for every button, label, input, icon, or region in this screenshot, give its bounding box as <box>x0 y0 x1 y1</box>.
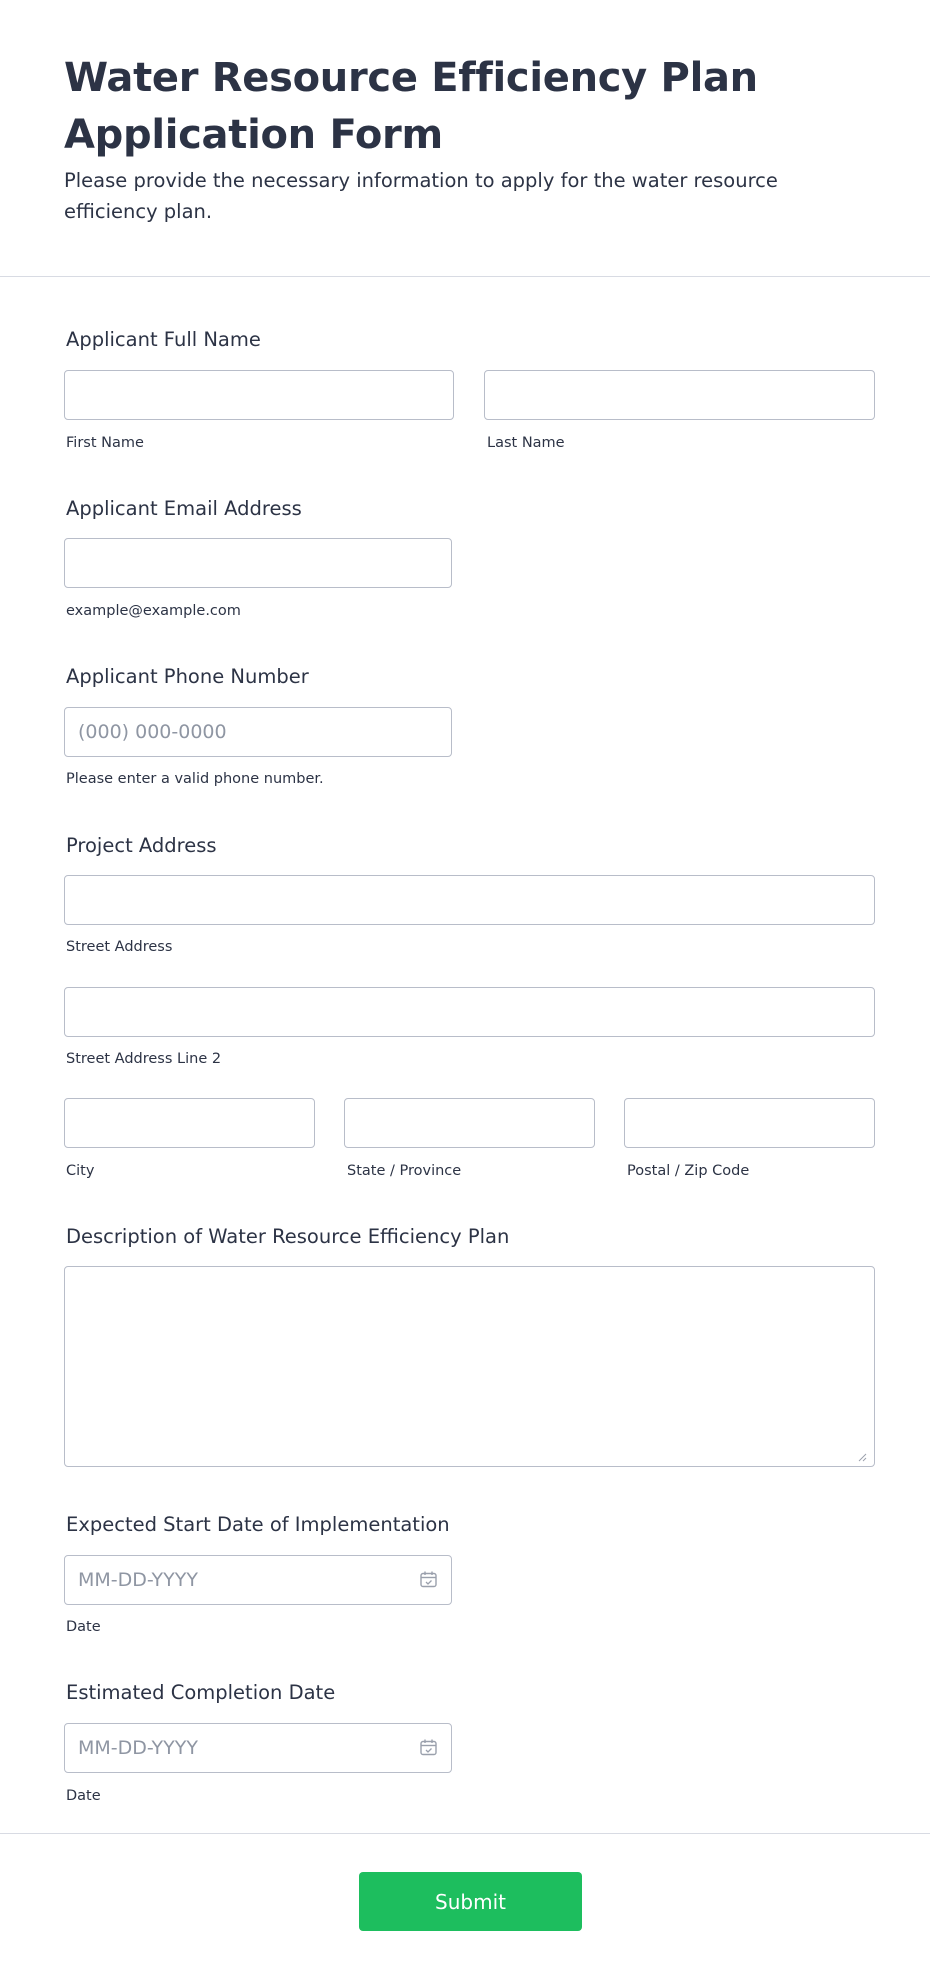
description-textarea[interactable] <box>64 1266 875 1467</box>
phone-label: Applicant Phone Number <box>66 665 309 688</box>
street-address-line2-sublabel: Street Address Line 2 <box>66 1051 222 1067</box>
last-name-sublabel: Last Name <box>487 435 565 451</box>
completion-date-label: Estimated Completion Date <box>66 1681 336 1704</box>
start-date-label: Expected Start Date of Implementation <box>66 1513 450 1536</box>
completion-date-input[interactable] <box>64 1723 452 1773</box>
footer-divider <box>0 1833 930 1834</box>
calendar-icon[interactable] <box>419 1738 438 1757</box>
phone-sublabel: Please enter a valid phone number. <box>66 771 324 787</box>
description-label: Description of Water Resource Efficiency Plan <box>66 1225 510 1248</box>
start-date-sublabel: Date <box>66 1619 101 1635</box>
street-address-line2-input[interactable] <box>64 987 875 1037</box>
full-name-label: Applicant Full Name <box>66 328 261 351</box>
state-province-input[interactable] <box>344 1098 595 1148</box>
street-address-sublabel: Street Address <box>66 939 173 955</box>
completion-date-sublabel: Date <box>66 1788 101 1804</box>
city-sublabel: City <box>66 1163 95 1179</box>
phone-input[interactable] <box>64 707 452 757</box>
email-input[interactable] <box>64 538 452 588</box>
email-sublabel: example@example.com <box>66 603 241 619</box>
street-address-input[interactable] <box>64 875 875 925</box>
form-subtitle: Please provide the necessary information to apply for the water resource efficiency plan. <box>64 169 778 223</box>
form-title: Water Resource Efficiency Plan Application Form <box>64 55 758 158</box>
postal-zip-sublabel: Postal / Zip Code <box>627 1163 750 1179</box>
postal-zip-input[interactable] <box>624 1098 875 1148</box>
submit-button[interactable]: Submit <box>359 1872 582 1931</box>
last-name-input[interactable] <box>484 370 875 420</box>
address-label: Project Address <box>66 834 217 857</box>
calendar-icon[interactable] <box>419 1570 438 1589</box>
email-label: Applicant Email Address <box>66 497 302 520</box>
form-header <box>0 0 930 277</box>
first-name-sublabel: First Name <box>66 435 144 451</box>
resize-grip-icon[interactable] <box>857 1452 867 1462</box>
first-name-input[interactable] <box>64 370 454 420</box>
city-input[interactable] <box>64 1098 315 1148</box>
start-date-input[interactable] <box>64 1555 452 1605</box>
state-province-sublabel: State / Province <box>347 1163 462 1179</box>
